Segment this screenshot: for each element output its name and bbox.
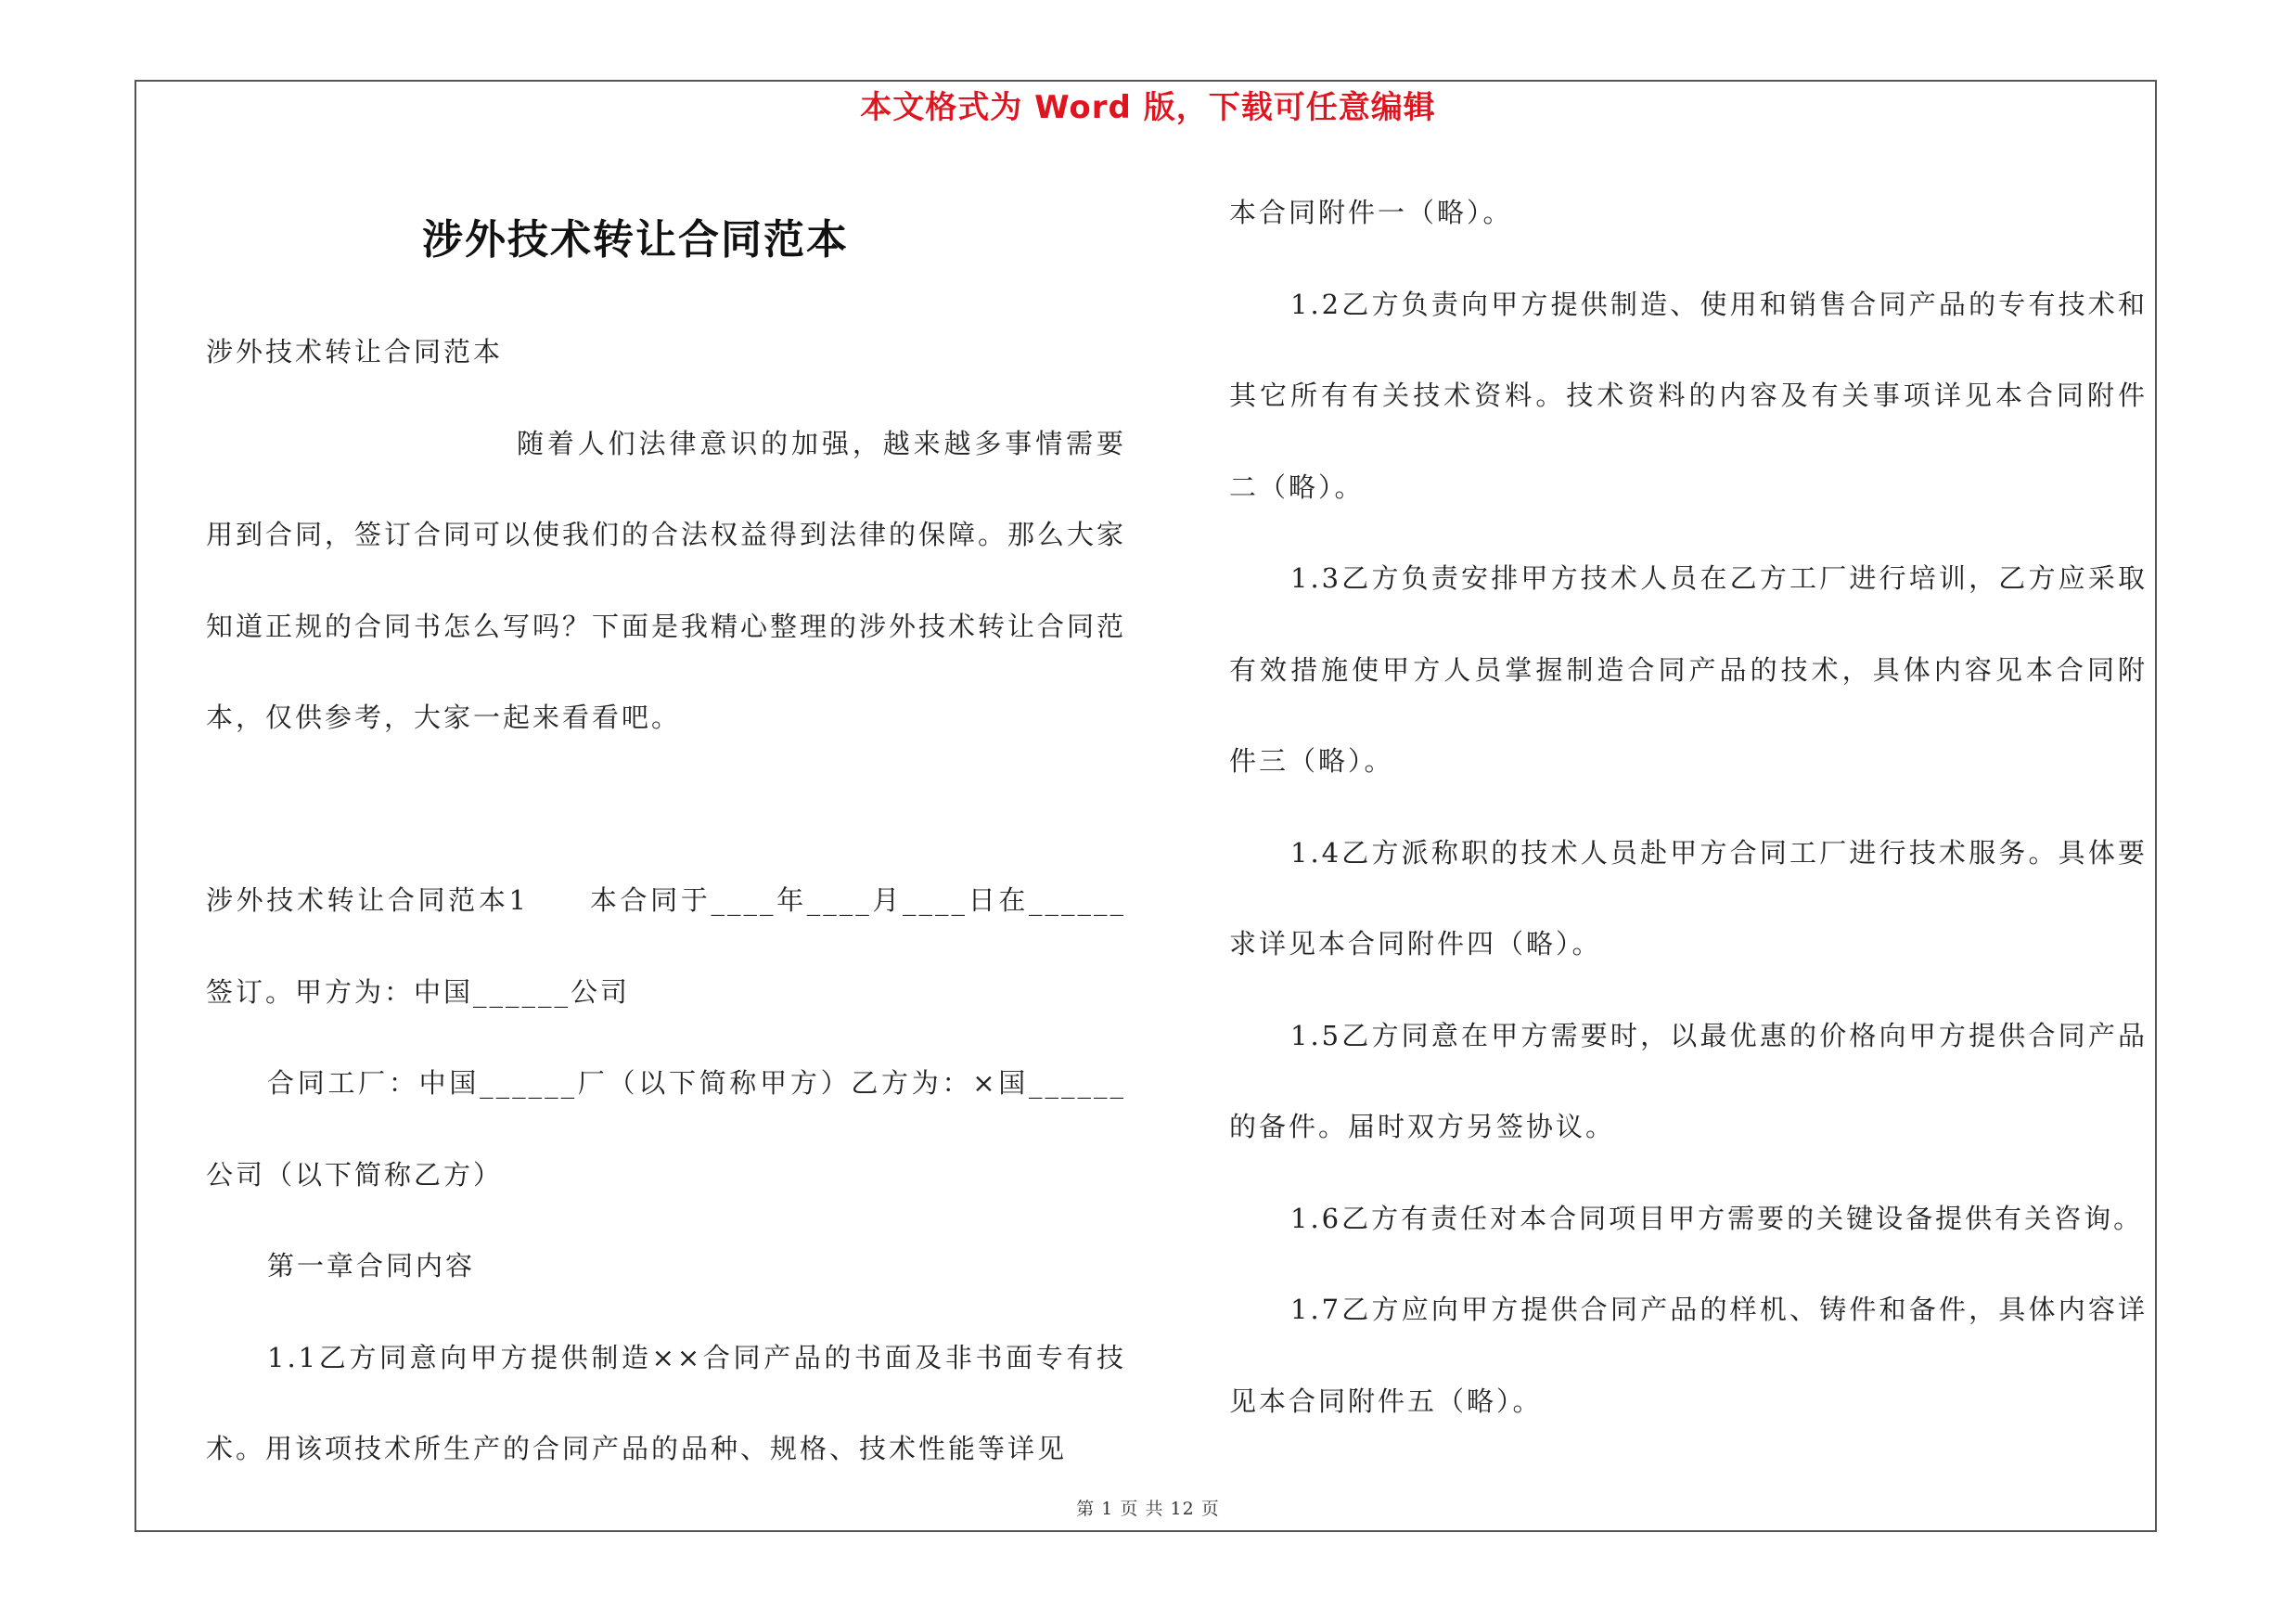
clause-1-1-continued: 本合同附件一（略）。 xyxy=(1229,197,1513,228)
clause-1-6: 1.6乙方有责任对本合同项目甲方需要的关键设备提供有关咨询。 xyxy=(1290,1202,2144,1234)
chapter-heading: 第一章合同内容 xyxy=(267,1250,476,1282)
left-column xyxy=(206,306,1126,1495)
format-banner: 本文格式为 Word 版，下载可任意编辑 xyxy=(860,89,1436,126)
subtitle: 涉外技术转让合同范本 xyxy=(206,336,504,367)
document-title: 涉外技术转让合同范本 xyxy=(422,216,849,264)
clause-1-7: 1.7乙方应向甲方提供合同产品的样机、铸件和备件，具体内容详见本合同附件五（略）。 xyxy=(1229,1294,2148,1417)
clause-1-1: 1.1乙方同意向甲方提供制造××合同产品的书面及非书面专有技术。用该项技术所生产的合同产品的品种、规格、技术性能等详见 xyxy=(206,1341,1126,1464)
factory-paragraph: 合同工厂：中国______厂（以下简称甲方）乙方为：×国______公司（以下简称乙方） xyxy=(206,1067,1126,1191)
intro-paragraph: 随着人们法律意识的加强，越来越多事情需要用到合同，签订合同可以使我们的合法权益得到法律的保障。那么大家知道正规的合同书怎么写吗？下面是我精心整理的涉外技术转让合同范本，仅供参考，大家一起来看看吧。 xyxy=(206,427,1127,733)
page-number-footer: 第 1 页 共 12 页 xyxy=(1076,1499,1220,1519)
clause-1-5: 1.5乙方同意在甲方需要时，以最优惠的价格向甲方提供合同产品的备件。届时双方另签协议。 xyxy=(1229,1019,2148,1142)
paragraph-gap xyxy=(206,764,1126,856)
clause-1-2: 1.2乙方负责向甲方提供制造、使用和销售合同产品的专有技术和其它所有有关技术资料。技术资料的内容及有关事项详见本合同附件二（略）。 xyxy=(1229,288,2148,503)
right-column xyxy=(1229,167,2148,1447)
clause-1-4: 1.4乙方派称职的技术人员赴甲方合同工厂进行技术服务。具体要求详见本合同附件四（略）。 xyxy=(1229,836,2148,960)
clause-1-3: 1.3乙方负责安排甲方技术人员在乙方工厂进行培训，乙方应采取有效措施使甲方人员掌握制造合同产品的技术，具体内容见本合同附件三（略）。 xyxy=(1229,562,2148,777)
contract-head-paragraph: 涉外技术转让合同范本1 本合同于____年____月____日在______签订。甲方为：中国______公司 xyxy=(206,884,1126,1008)
